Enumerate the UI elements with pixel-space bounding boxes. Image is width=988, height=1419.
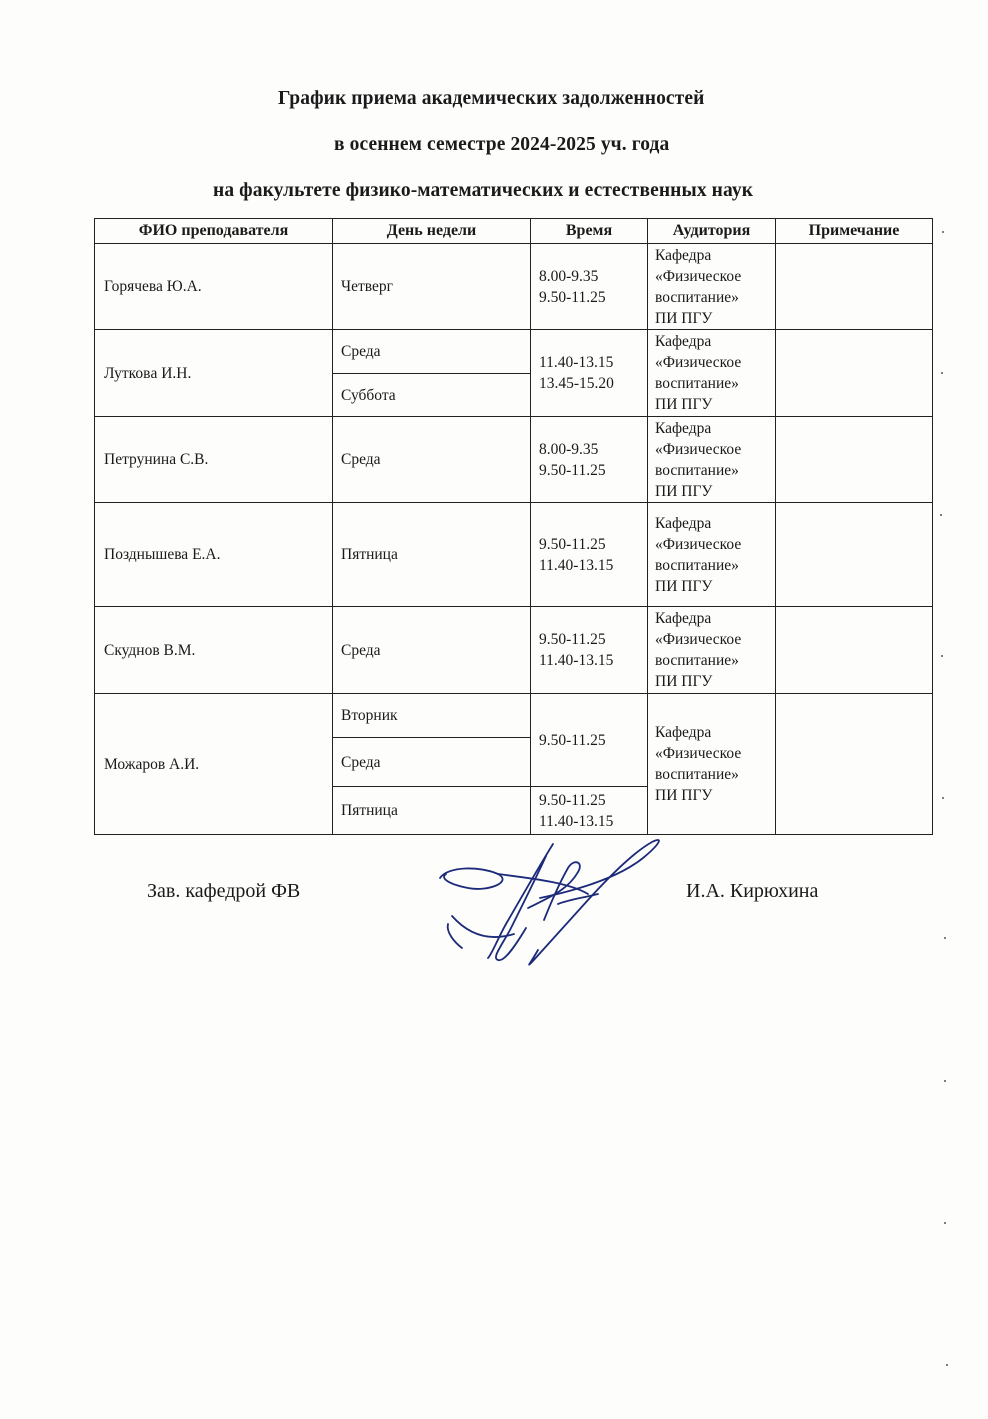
room: Кафедра «Физическое воспитание» ПИ ПГУ <box>648 330 776 417</box>
weekday: Пятница <box>333 503 531 607</box>
table-row <box>95 417 933 503</box>
room: Кафедра «Физическое воспитание» ПИ ПГУ <box>648 503 776 607</box>
note <box>776 694 933 835</box>
weekday: Среда <box>333 607 531 694</box>
note <box>776 244 933 330</box>
note <box>776 503 933 607</box>
teacher-name: Петрунина С.В. <box>95 417 333 503</box>
note <box>776 330 933 417</box>
teacher-name: Можаров А.И. <box>95 694 333 835</box>
room: Кафедра «Физическое воспитание» ПИ ПГУ <box>648 694 776 835</box>
scan-speck <box>944 937 946 939</box>
time-slots: 9.50-11.25 11.40-13.15 <box>531 607 648 694</box>
schedule-table <box>94 218 933 835</box>
table-row <box>95 503 933 607</box>
note <box>776 417 933 503</box>
table-row <box>95 607 933 694</box>
teacher-name: Позднышева Е.А. <box>95 503 333 607</box>
header-room: Аудитория <box>648 219 776 244</box>
scan-speck <box>942 797 944 799</box>
scan-speck <box>946 1364 948 1366</box>
table-header-row <box>95 219 933 244</box>
weekday: Среда <box>333 330 531 374</box>
table-row <box>95 694 933 738</box>
scan-speck <box>944 1080 946 1082</box>
time-slots: 9.50-11.25 <box>531 694 648 787</box>
weekday: Среда <box>333 417 531 503</box>
time-slots: 11.40-13.15 13.45-15.20 <box>531 330 648 417</box>
scan-speck <box>944 1222 946 1224</box>
time-slots: 9.50-11.25 11.40-13.15 <box>531 503 648 607</box>
scan-speck <box>940 514 942 516</box>
weekday: Вторник <box>333 694 531 738</box>
scan-speck <box>941 372 943 374</box>
title-line-2: в осеннем семестре 2024-2025 уч. года <box>334 134 670 155</box>
weekday: Четверг <box>333 244 531 330</box>
room: Кафедра «Физическое воспитание» ПИ ПГУ <box>648 607 776 694</box>
scan-speck <box>941 655 943 657</box>
teacher-name: Скуднов В.М. <box>95 607 333 694</box>
time-slots: 8.00-9.35 9.50-11.25 <box>531 417 648 503</box>
weekday: Пятница <box>333 787 531 835</box>
header-day: День недели <box>333 219 531 244</box>
header-name: ФИО преподавателя <box>95 219 333 244</box>
teacher-name: Лутковa И.Н. <box>95 330 333 417</box>
title-line-1: График приема академических задолженностей <box>278 88 705 109</box>
table-row <box>95 244 933 330</box>
position-title: Зав. кафедрой ФВ <box>147 880 301 902</box>
title-line-3: на факультете физико-математических и естественных наук <box>213 180 754 201</box>
table-row <box>95 330 933 374</box>
handwritten-signature <box>428 838 668 968</box>
scan-speck <box>942 231 944 233</box>
teacher-name: Горячева Ю.А. <box>95 244 333 330</box>
time-slots: 9.50-11.25 11.40-13.15 <box>531 787 648 835</box>
room: Кафедра «Физическое воспитание» ПИ ПГУ <box>648 244 776 330</box>
weekday: Суббота <box>333 374 531 417</box>
note <box>776 607 933 694</box>
header-note: Примечание <box>776 219 933 244</box>
room: Кафедра «Физическое воспитание» ПИ ПГУ <box>648 417 776 503</box>
header-time: Время <box>531 219 648 244</box>
weekday: Среда <box>333 738 531 787</box>
time-slots: 8.00-9.35 9.50-11.25 <box>531 244 648 330</box>
signatory-name: И.А. Кирюхина <box>686 880 819 902</box>
